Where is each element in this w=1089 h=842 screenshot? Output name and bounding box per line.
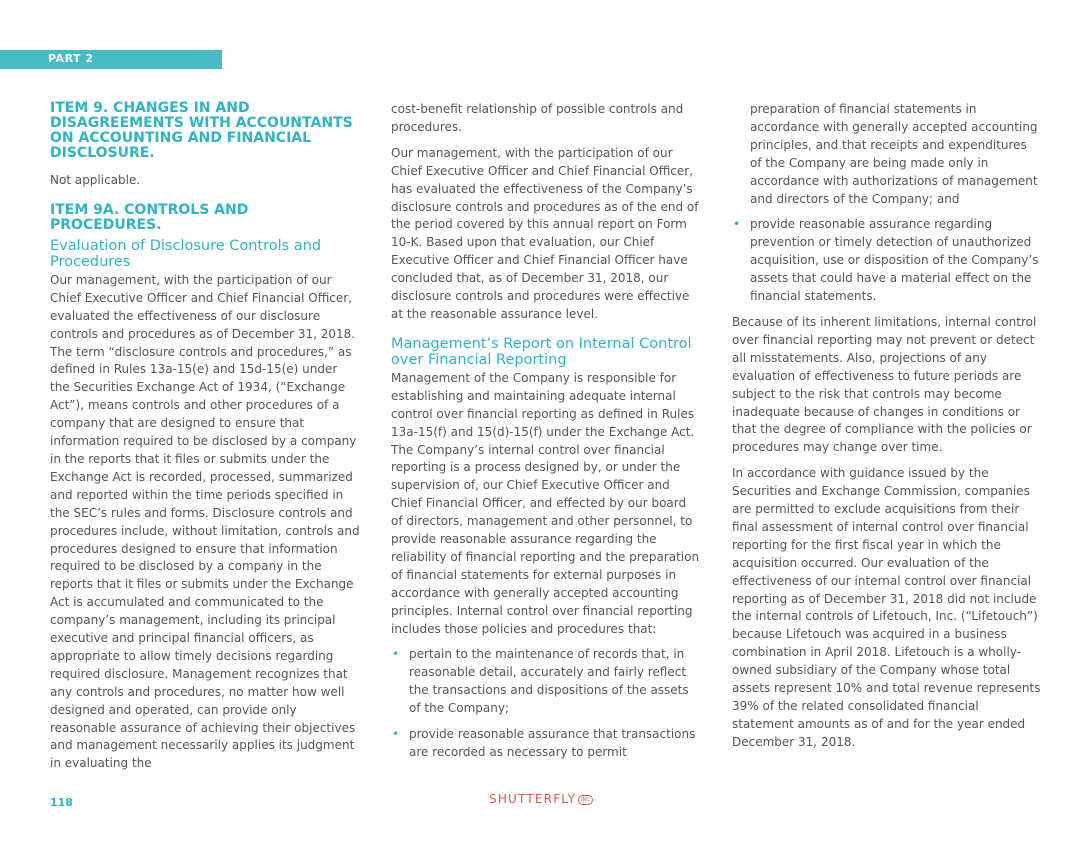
bullet-continuation: preparation of financial statements in accordance with generally accepted accounting principles, and that receipts and expenditures of the Company are being made only in accordance with authorizations of management and directors of the Company; and	[750, 102, 1038, 206]
shutterfly-logo	[489, 792, 593, 806]
limitations-paragraph: Because of its inherent limitations, internal control over financial reporting may not prevent or detect all misstatements. Also, projections of any evaluation of effectiveness to future periods are subject to the risk that controls may become inadequate because of changes in conditions or that the degree of compliance with the policies or procedures may change over time.	[732, 314, 1037, 455]
item9-heading: ITEM 9. CHANGES IN AND DISAGREEMENTS WITH ACCOUNTANTS ON ACCOUNTING AND FINANCIAL DISCLOSURE.	[50, 100, 353, 161]
column-left	[50, 101, 360, 781]
bullet-item	[732, 216, 1042, 306]
part-banner	[0, 50, 222, 69]
column-right	[732, 101, 1042, 760]
column-middle	[391, 101, 701, 770]
guidance-paragraph: In accordance with guidance issued by the Securities and Exchange Commission, companies are permitted to exclude acquisitions from their final assessment of internal control over financial reporting for the first fiscal year in which the acquisition occurred. Our evaluation of the effectiveness of our internal control over financial reporting as of December 31, 2018 did not include the internal controls of Lifetouch, Inc. (“Lifetouch”) because Lifetouch was acquired in a business combination in April 2018. Lifetouch is a wholly-owned subsidiary of the Company whose total assets represent 10% and total revenue represents 39% of the related consolidated financial statement amounts as of and for the year ended December 31, 2018.	[732, 466, 1041, 749]
item9-text: Not applicable.	[50, 173, 141, 187]
logo-text: SHUTTERFLY	[489, 792, 577, 806]
page-number: 118	[50, 796, 73, 809]
evaluation-subheading: Evaluation of Disclosure Controls and Procedures	[50, 237, 322, 270]
evaluation-conclusion-paragraph: Our management, with the participation of our Chief Executive Officer and Chief Financial Officer, has evaluated the effectiveness of the Company’s disclosure controls and procedures as of the end of the period covered by this annual report on Form 10-K. Based upon that evaluation, our Chief Executive Officer and Chief Financial Officer have concluded that, as of December 31, 2018, our disclosure controls and procedures were effective at the reasonable assurance level.	[391, 145, 699, 321]
part-label: PART 2	[48, 52, 94, 65]
logo-badge: INC	[578, 795, 593, 805]
bullet-dot-icon: •	[392, 727, 400, 742]
bullet-text: provide reasonable assurance that transactions are recorded as necessary to permit	[409, 727, 696, 759]
bullet-dot-icon: •	[733, 217, 741, 232]
bullet-text: pertain to the maintenance of records that, in reasonable detail, accurately and fairly reflect the transactions and dispositions of the assets of the Company;	[409, 647, 689, 716]
management-report-paragraph: Management of the Company is responsible for establishing and maintaining adequate internal control over financial reporting as defined in Rules 13a-15(f) and 15(d)-15(f) under the Exchange Act. The Company’s internal control over financial reporting is a process designed by, or under the supervision of, our Chief Executive Officer and Chief Financial Officer, and effected by our board of directors, management and other personnel, to provide reasonable assurance regarding the reliability of financial reporting and the preparation of financial statements for external purposes in accordance with generally accepted accounting principles. Internal control over financial reporting includes those policies and procedures that:	[391, 370, 700, 636]
evaluation-paragraph: Our management, with the participation of our Chief Executive Officer and Chief Financial Officer, evaluated the effectiveness of our disclosure controls and procedures as of December 31, 2018. The term “disclosure controls and procedures,” as defined in Rules 13a-15(e) and 15d-15(e) under the Securities Exchange Act of 1934, (“Exchange Act”), means controls and other procedures of a company that are designed to ensure that information required to be disclosed by a company in the reports that it files or submits under the Exchange Act is recorded, processed, summarized and reported within the time periods specified in the SEC’s rules and forms. Disclosure controls and procedures include, without limitation, controls and procedures designed to ensure that information required to be disclosed by a company in the reports that it files or submits under the Exchange Act is accumulated and communicated to the company’s management, including its principal executive and principal financial officers, as appropriate to allow timely decisions regarding required disclosure. Management recognizes that any controls and procedures, no matter how well designed and operated, can provide only reasonable assurance of achieving their objectives and management necessarily applies its judgment in evaluating the	[50, 272, 360, 771]
continuation-paragraph: cost-benefit relationship of possible controls and procedures.	[391, 102, 684, 134]
bullet-item	[391, 726, 701, 762]
management-report-subheading: Management’s Report on Internal Control over Financial Reporting	[391, 335, 692, 368]
bullet-text: provide reasonable assurance regarding prevention or timely detection of unauthorized acquisition, use or disposition of the Company’s assets that could have a material effect on the financial statements.	[750, 217, 1039, 304]
bullet-dot-icon: •	[392, 647, 400, 662]
item9a-heading: ITEM 9A. CONTROLS AND PROCEDURES.	[50, 201, 249, 233]
bullet-item	[391, 646, 701, 718]
